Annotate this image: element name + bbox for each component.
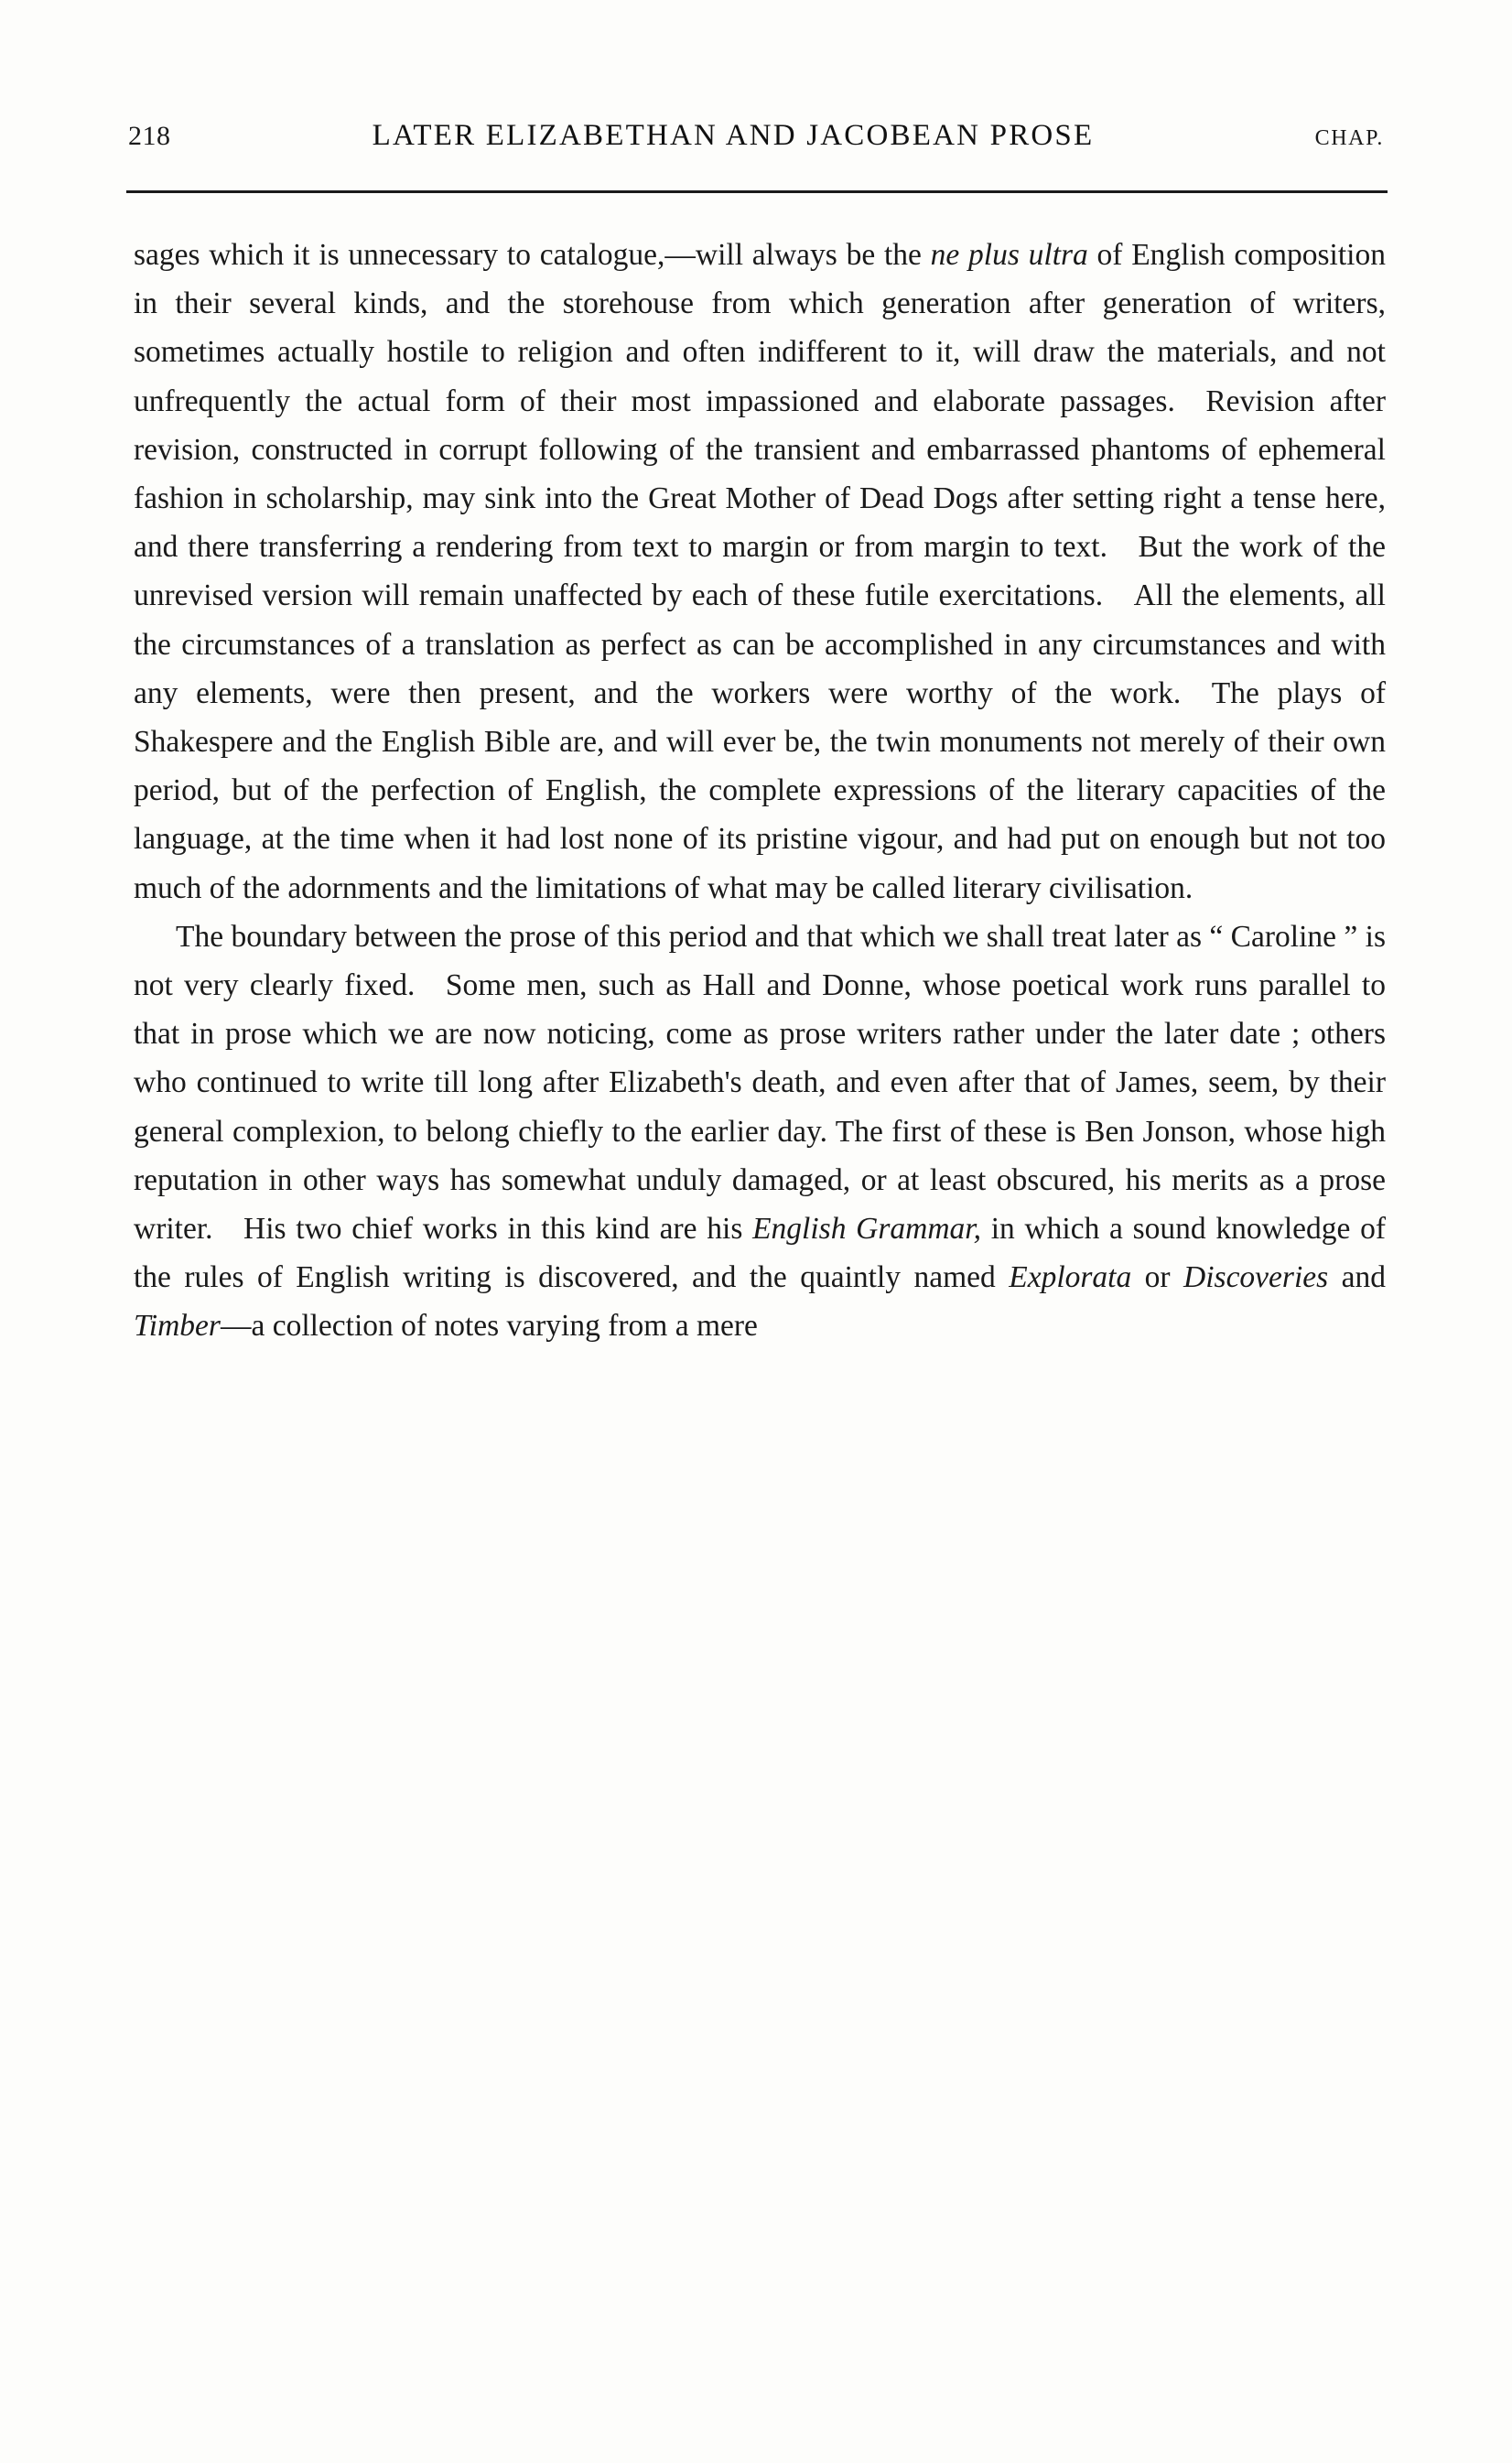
- running-title: LATER ELIZABETHAN AND JACOBEAN PROSE: [372, 119, 1095, 152]
- page-number: 218: [128, 121, 171, 151]
- header-rule: [126, 190, 1388, 193]
- paragraph-1-segment-1: sages which it is unnecessary to catalogue,—will always be the: [134, 238, 931, 272]
- paragraph-2: [134, 913, 1386, 1351]
- paragraph-2-segment-2: in which a sound knowledge of the rules of English writing is discovered, and the quaintly named: [134, 1212, 1386, 1295]
- chapter-label: CHAP.: [1314, 126, 1384, 150]
- page-header: [128, 119, 1384, 174]
- paragraph-2-segment-1: The boundary between the prose of this period and that which we shall treat later as “ Caroline ” is not very clearly fixed. Some men, such as Hall and Donne, whose poetical work runs parallel to that in prose which we are now noticing, come as prose writers rather under the later date ; others who continued to write till long after Elizabeth's death, and even after that of James, seem, by their general complexion, to belong chiefly to the earlier day. The first of these is Ben Jonson, whose high reputation in other ways has somewhat unduly damaged, or at least obscured, his merits as a prose writer. His two chief works in this kind are his: [134, 919, 1386, 1247]
- paragraph-2-segment-4: and: [1328, 1260, 1387, 1295]
- paragraph-2-segment-5: —a collection of notes varying from a mere: [220, 1309, 758, 1344]
- paragraph-2-italic-3: Discoveries: [1183, 1260, 1329, 1295]
- paragraph-2-italic-4: Timber: [134, 1309, 221, 1344]
- paragraph-2-italic-2: Explorata: [1009, 1260, 1132, 1295]
- paragraph-2-italic-1: English Grammar,: [752, 1212, 981, 1247]
- paragraph-1-italic-1: ne plus ultra: [930, 238, 1088, 272]
- paragraph-1-segment-2: of English composition in their several kinds, and the storehouse from which generation after generation of writers, sometimes actually hostile to religion and often indifferent to it, will draw the materials, and not unfrequently the actual form of their most impassioned and elaborate passages. Revision after revision, constructed in corrupt following of the transient and embarrassed phantoms of ephemeral fashion in scholarship, may sink into the Great Mother of Dead Dogs after setting right a tense here, and there transferring a rendering from text to margin or from margin to text. But the work of the unrevised version will remain unaffected by each of these futile exercitations. All the elements, all the circumstances of a translation as perfect as can be accomplished in any circumstances and with any elements, were then present, and the workers were worthy of the work. The plays of Shakespere and the English Bible are, and will ever be, the twin monuments not merely of their own period, but of the perfection of English, the complete expressions of the literary capacities of the language, at the time when it had lost none of its pristine vigour, and had put on enough but not too much of the adornments and the limitations of what may be called literary civilisation.: [134, 238, 1386, 905]
- body-text: [134, 231, 1386, 1351]
- paragraph-2-segment-3: or: [1131, 1260, 1184, 1295]
- paragraph-1: [134, 231, 1386, 913]
